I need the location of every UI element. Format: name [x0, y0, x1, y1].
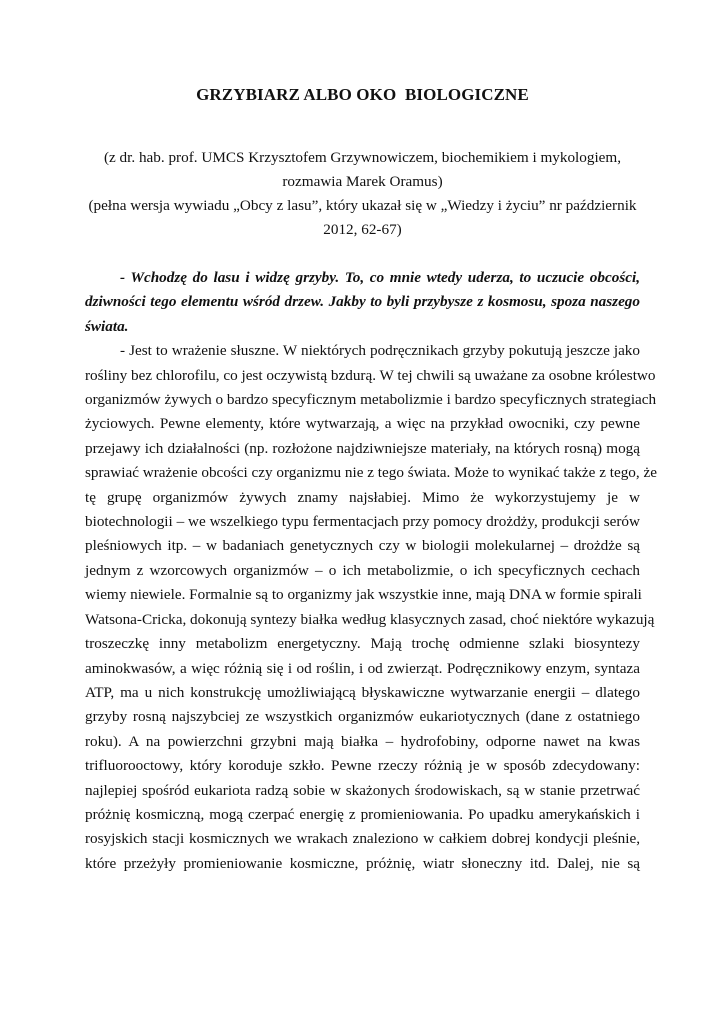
- answer-line: rosyjskich stacji kosmicznych we wrakach znaleziono w całkiem dobrej kondycji pleśnie,: [85, 830, 640, 848]
- answer-line: ATP, ma u nich konstrukcję umożliwiającą błyskawiczne wytwarzanie energii – dlatego: [85, 683, 640, 701]
- intro-line: (z dr. hab. prof. UMCS Krzysztofem Grzywnowiczem, biochemikiem i mykologiem,: [103, 149, 622, 166]
- answer-line: które przeżyły promieniowanie kosmiczne, próżnię, wiatr słoneczny itd. Dalej, nie są: [85, 854, 640, 872]
- intro-line: rozmawia Marek Oramus): [282, 173, 443, 190]
- answer-line: tę grupę organizmów żywych znamy najsłabiej. Mimo że wykorzystujemy je w: [85, 488, 640, 506]
- answer-line: rośliny bez chlorofilu, co jest oczywistą bzdurą. W tej chwili są uważane za osobne królestwo: [85, 366, 656, 384]
- answer-line: wiemy niewiele. Formalnie są to organizmy jak wszystkie inne, mają DNA w formie spirali: [85, 586, 642, 604]
- answer-line: życiowych. Pewne elementy, które wytwarzają, a więc na przykład owocniki, czy pewne: [85, 415, 640, 433]
- question-line: - Wchodzę do lasu i widzę grzyby. To, co mnie wtedy uderza, to uczucie obcości,: [120, 269, 640, 286]
- answer-line: najlepiej spośród eukariota radzą sobie w skażonych środowiskach, są w stanie przetrwać: [85, 781, 640, 799]
- answer-line: roku). A na powierzchni grzybni mają białka – hydrofobiny, odporne nawet na kwas: [85, 732, 640, 750]
- article-title: GRZYBIARZ ALBO OKO BIOLOGICZNE: [196, 85, 529, 104]
- intro-line: 2012, 62-67): [323, 221, 402, 238]
- answer-line: jednym z wzorcowych organizmów – o ich metabolizmie, o ich specyficznych cechach: [85, 561, 640, 579]
- intro-block: [0, 146, 725, 242]
- answer-line: pleśniowych itp. – w badaniach genetycznych czy w biologii molekularnej – drożdże są: [85, 537, 640, 555]
- question-line: dziwności tego elementu wśród drzew. Jakby to byli przybysze z kosmosu, spoza naszego: [85, 293, 640, 311]
- answer-line: - Jest to wrażenie słuszne. W niektórych podręcznikach grzyby pokutują jeszcze jako: [120, 342, 640, 360]
- answer-line: biotechnologii – we wszelkiego typu fermentacjach przy pomocy drożdży, produkcji serów: [85, 513, 640, 531]
- answer-line: przejawy ich działalności (np. rozłożone najdziwniejsze materiały, na których rosną) mogą: [85, 439, 640, 457]
- answer-line: organizmów żywych o bardzo specyficznym metabolizmie i bardzo specyficznych strategiach: [85, 391, 657, 409]
- answer-line: trifluorooctowy, który koroduje szkło. Pewne rzeczy różnią je w sposób zdecydowany:: [85, 757, 640, 775]
- article-body: [85, 266, 657, 876]
- answer-line: próżnię kosmiczną, mogą czerpać energię z promieniowania. Po upadku amerykańskich i: [85, 805, 640, 823]
- intro-line: (pełna wersja wywiadu „Obcy z lasu”, który ukazał się w „Wiedzy i życiu” nr październik: [88, 197, 637, 214]
- answer-line: sprawiać wrażenie obcości czy organizmu nie z tego świata. Może to wynikać także z tego, że: [85, 464, 657, 482]
- answer-line: Watsona-Cricka, dokonują syntezy białka według klasycznych zasad, choć niektóre wykazują: [85, 610, 655, 628]
- answer-paragraph: [85, 339, 657, 876]
- question-paragraph: [85, 266, 640, 339]
- answer-line: grzyby rosną najszybciej ze wszystkich organizmów eukariotycznych (dane z ostatniego: [85, 708, 640, 726]
- answer-line: aminokwasów, a więc różnią się i od roślin, i od zwierząt. Podręcznikowy enzym, syntaza: [85, 659, 640, 677]
- answer-line: troszeczkę inny metabolizm energetyczny. Mają trochę odmienne szlaki biosyntezy: [85, 635, 640, 653]
- question-line: świata.: [85, 317, 129, 335]
